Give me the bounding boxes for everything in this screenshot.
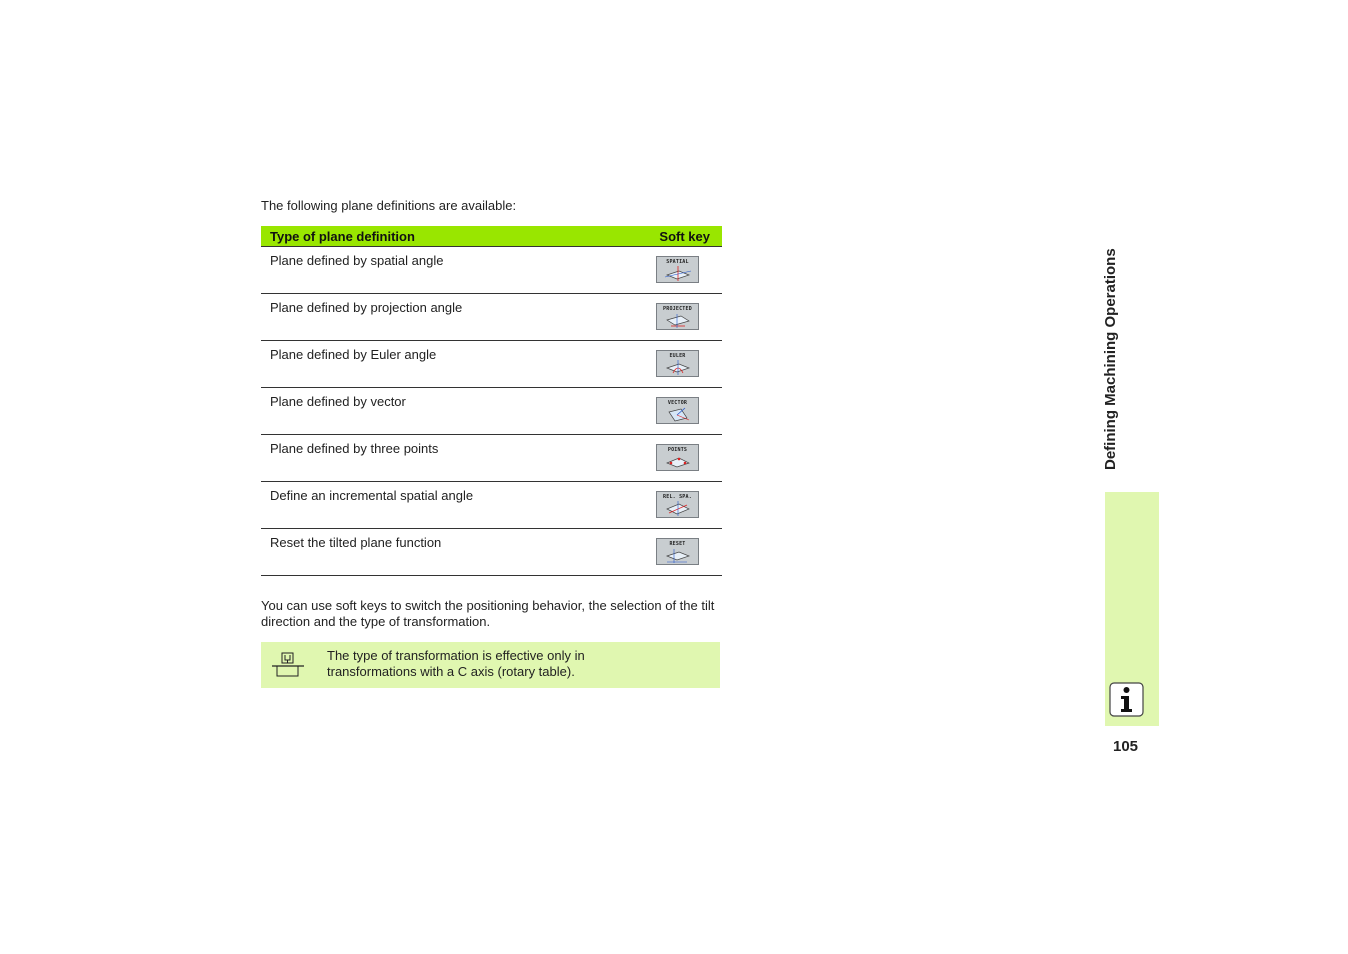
softkey-label: SPATIAL	[666, 259, 689, 265]
table-row	[261, 247, 722, 294]
row-label: Plane defined by projection angle	[261, 294, 605, 341]
softkey-label: RESET	[669, 541, 686, 547]
info-icon	[1109, 682, 1144, 717]
plane-definitions-table	[261, 226, 722, 576]
softkey-reset[interactable]	[656, 538, 699, 565]
header-softkey: Soft key	[605, 226, 722, 247]
table-row	[261, 529, 722, 576]
row-label: Plane defined by vector	[261, 388, 605, 435]
row-label: Plane defined by spatial angle	[261, 247, 605, 294]
row-label: Plane defined by three points	[261, 435, 605, 482]
softkey-label: POINTS	[667, 447, 688, 453]
softkey-spatial[interactable]	[656, 256, 699, 283]
intro-text: The following plane definitions are available:	[261, 198, 517, 213]
note-box	[261, 642, 720, 688]
machine-note-icon	[271, 652, 305, 678]
softkey-label: REL. SPA.	[663, 494, 692, 500]
softkey-label: VECTOR	[667, 400, 688, 406]
row-label: Define an incremental spatial angle	[261, 482, 605, 529]
softkey-label: EULER	[669, 353, 686, 359]
euler-plane-icon	[663, 359, 693, 376]
chapter-title: Defining Machining Operations	[1102, 248, 1119, 470]
row-label: Plane defined by Euler angle	[261, 341, 605, 388]
softkey-vector[interactable]	[656, 397, 699, 424]
table-header-row	[261, 226, 722, 247]
table-row	[261, 388, 722, 435]
projected-plane-icon	[663, 312, 693, 329]
table-row	[261, 294, 722, 341]
points-plane-icon	[663, 453, 693, 470]
table-row	[261, 435, 722, 482]
table-row	[261, 341, 722, 388]
spatial-plane-icon	[663, 265, 693, 282]
reset-plane-icon	[663, 547, 693, 564]
table-row	[261, 482, 722, 529]
vector-plane-icon	[663, 406, 693, 423]
softkey-points[interactable]	[656, 444, 699, 471]
softkey-projected[interactable]	[656, 303, 699, 330]
softkey-euler[interactable]	[656, 350, 699, 377]
softkey-paragraph: You can use soft keys to switch the positioning behavior, the selection of the tilt direction and the type of transformation.	[261, 598, 715, 629]
softkey-label: PROJECTED	[663, 306, 692, 312]
row-label: Reset the tilted plane function	[261, 529, 605, 576]
header-type: Type of plane definition	[261, 226, 605, 247]
softkey-rel-spa[interactable]	[656, 491, 699, 518]
incremental-angle-icon	[663, 500, 693, 517]
note-text: The type of transformation is effective only in transformations with a C axis (rotary table).	[327, 648, 585, 679]
page-number: 105	[1113, 738, 1139, 755]
